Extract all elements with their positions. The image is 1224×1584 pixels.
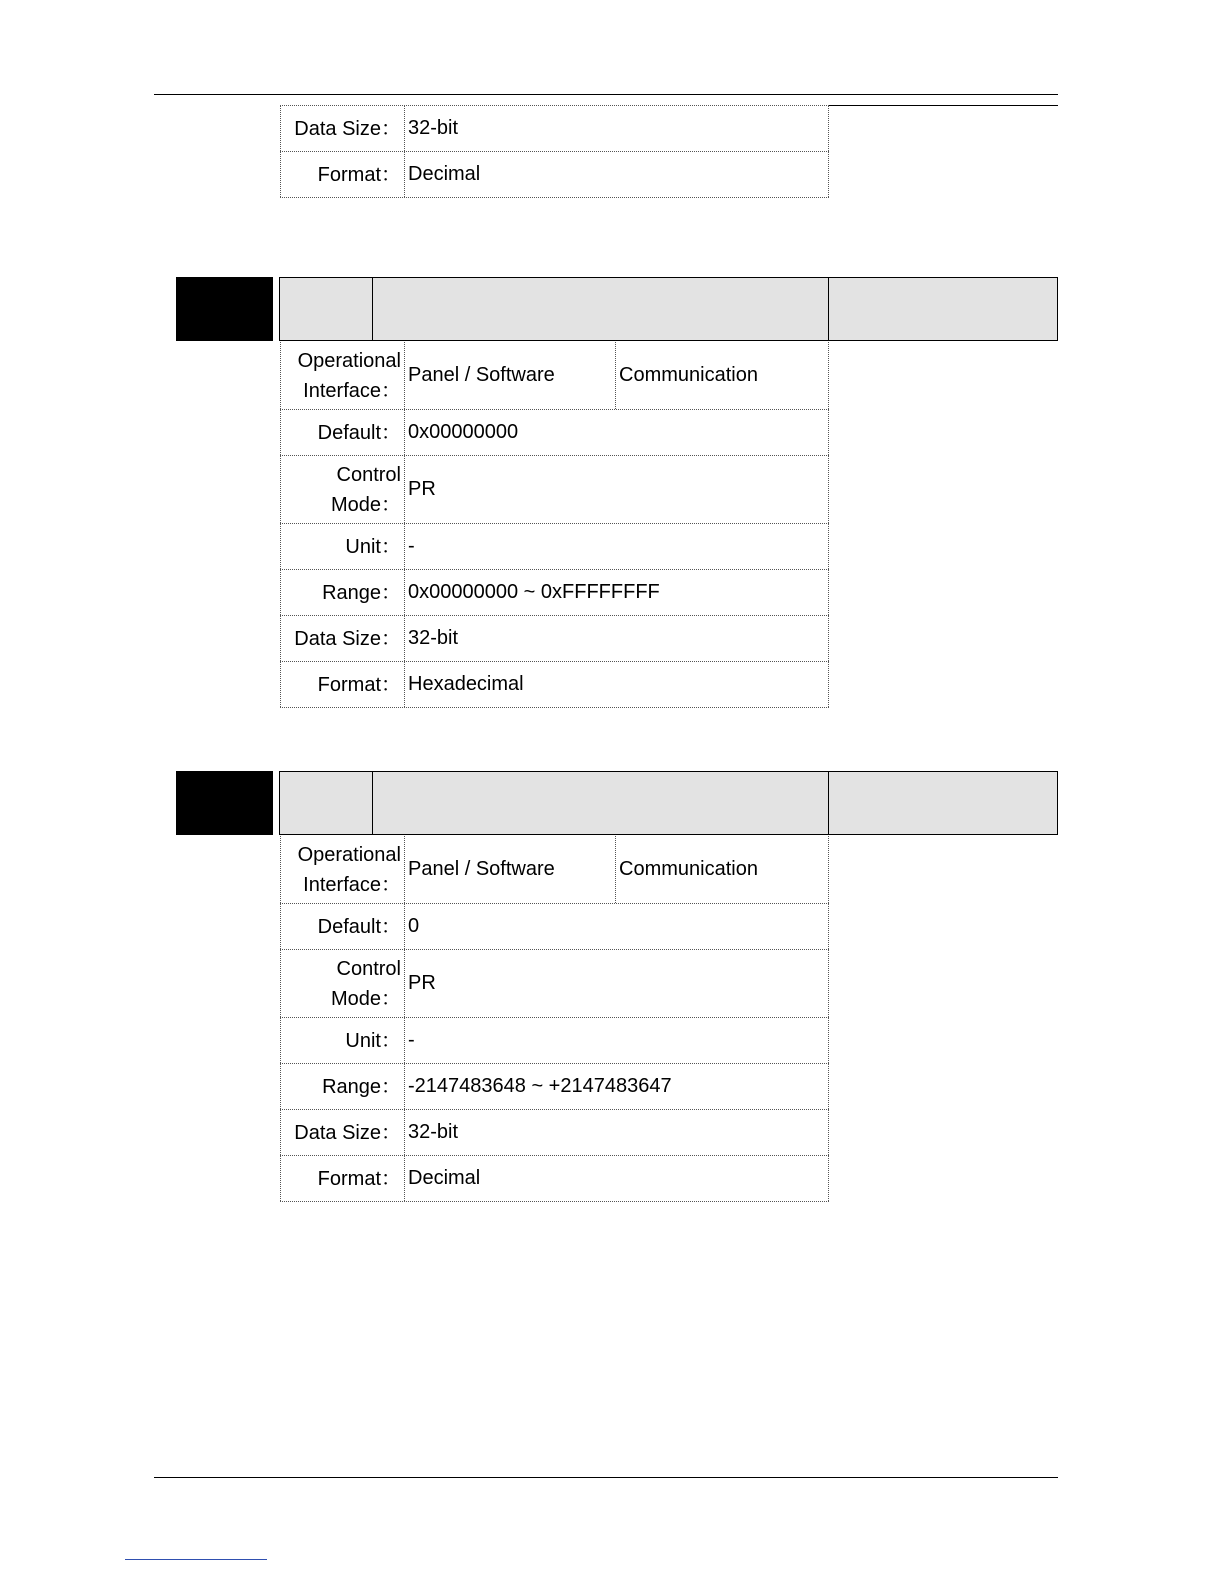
unit-value: - (405, 524, 829, 569)
interface-panel-software: Panel / Software (405, 836, 616, 903)
default-label: Default： (280, 410, 405, 455)
default-label: Default： (280, 904, 405, 949)
interface-row (280, 836, 829, 904)
interface-label-line1: Operational (297, 349, 401, 372)
format-label: Format： (280, 662, 405, 707)
parameter-a-header (176, 277, 1058, 341)
parameter-b-address-cell (279, 771, 373, 835)
parameter-a-address-cell (279, 277, 373, 341)
interface-label-line1: Operational (297, 843, 401, 866)
parameter-a-code-box (176, 277, 273, 341)
interface-communication: Communication (619, 858, 758, 880)
parameter-b-attribute-table (280, 836, 829, 1202)
interface-label (280, 836, 405, 903)
control-mode-value: PR (405, 456, 829, 523)
footer-rule (154, 1477, 1058, 1478)
control-mode-row (280, 456, 829, 524)
interface-label-line2: Interface： (303, 379, 401, 402)
range-label: Range： (280, 570, 405, 615)
default-value: 0x00000000 (405, 410, 829, 455)
data-size-label: Data Size： (280, 1110, 405, 1155)
parameter-b-name-cell (372, 771, 829, 835)
control-mode-label (280, 456, 405, 523)
format-row (280, 152, 829, 198)
default-row (280, 904, 829, 950)
data-size-row (280, 616, 829, 662)
default-value: 0 (405, 904, 829, 949)
interface-value (405, 836, 829, 903)
data-size-row (280, 105, 829, 152)
interface-label (280, 342, 405, 409)
control-mode-label-line1: Control (336, 463, 401, 486)
control-mode-label-line2: Mode： (330, 493, 401, 516)
format-value: Decimal (405, 1156, 829, 1201)
range-row (280, 1064, 829, 1110)
data-size-label: Data Size： (280, 616, 405, 661)
control-mode-value: PR (405, 950, 829, 1017)
unit-row (280, 524, 829, 570)
format-label: Format： (280, 152, 405, 197)
interface-label-line2: Interface： (303, 873, 401, 896)
footnote-link-line (125, 1559, 267, 1560)
interface-row (280, 342, 829, 410)
interface-value (405, 342, 829, 409)
control-mode-label-line1: Control (336, 957, 401, 980)
data-size-row (280, 1110, 829, 1156)
parameter-a-ref-cell (828, 277, 1058, 341)
data-size-value: 32-bit (405, 616, 829, 661)
unit-value: - (405, 1018, 829, 1063)
format-label: Format： (280, 1156, 405, 1201)
format-value: Decimal (405, 152, 829, 197)
data-size-value: 32-bit (405, 1110, 829, 1155)
parameter-b-ref-cell (828, 771, 1058, 835)
data-size-value: 32-bit (405, 106, 829, 151)
range-label: Range： (280, 1064, 405, 1109)
parameter-a-attribute-table (280, 342, 829, 708)
interface-communication: Communication (619, 364, 758, 386)
default-row (280, 410, 829, 456)
unit-label: Unit： (280, 524, 405, 569)
control-mode-label (280, 950, 405, 1017)
data-size-label: Data Size： (280, 106, 405, 151)
range-row (280, 570, 829, 616)
format-value: Hexadecimal (405, 662, 829, 707)
header-rule (154, 94, 1058, 95)
control-mode-label-line2: Mode： (330, 987, 401, 1010)
parameter-b-code-box (176, 771, 273, 835)
unit-label: Unit： (280, 1018, 405, 1063)
parameter-a-name-cell (372, 277, 829, 341)
unit-row (280, 1018, 829, 1064)
format-row (280, 662, 829, 708)
header-rule-short (829, 105, 1058, 106)
format-row (280, 1156, 829, 1202)
continued-attribute-table (280, 105, 829, 198)
range-value: 0x00000000 ~ 0xFFFFFFFF (405, 570, 829, 615)
range-value: -2147483648 ~ +2147483647 (405, 1064, 829, 1109)
parameter-b-header (176, 771, 1058, 835)
control-mode-row (280, 950, 829, 1018)
interface-panel-software: Panel / Software (405, 342, 616, 409)
